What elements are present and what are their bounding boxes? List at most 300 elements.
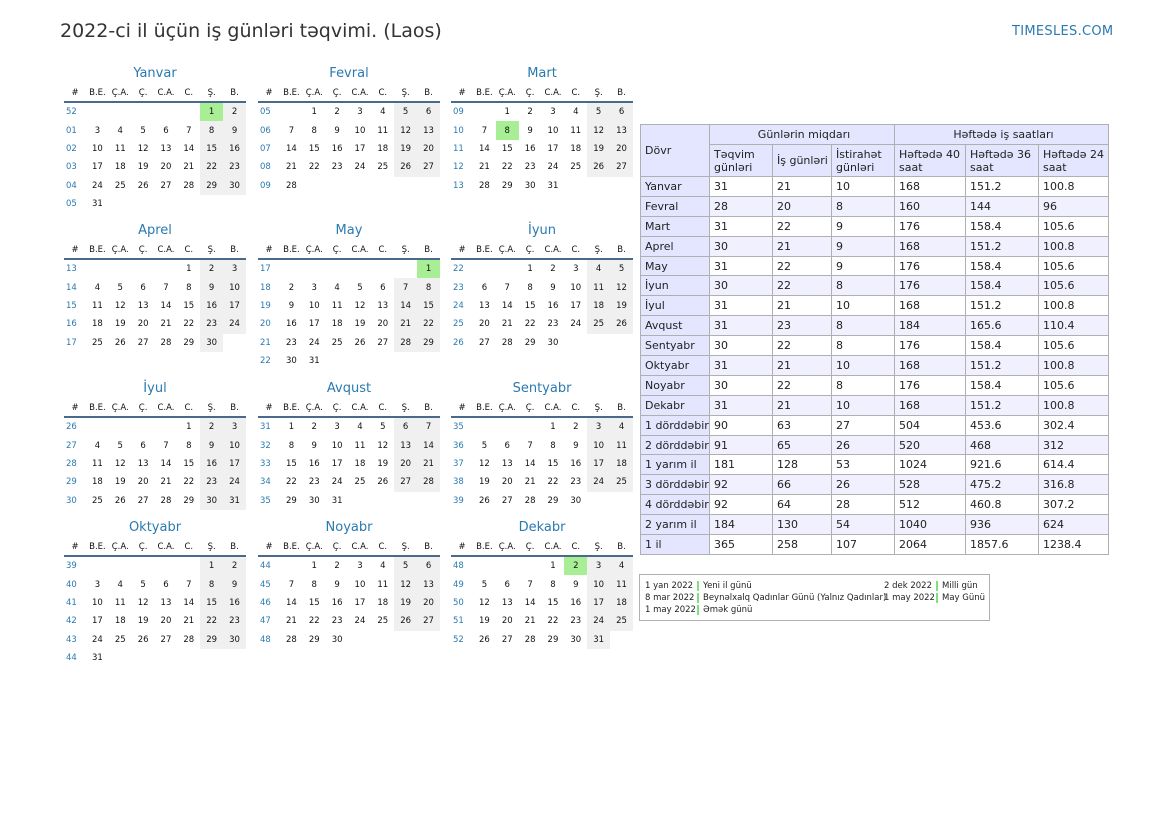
day-cell: 13: [377, 300, 389, 311]
day-cell: 13: [137, 300, 149, 311]
summary-value: 8: [832, 276, 895, 296]
week-row: [64, 612, 246, 630]
week-number-header: #: [258, 241, 280, 259]
weekday-header: B.E.: [86, 399, 109, 417]
day-cell: 15: [200, 140, 223, 158]
day-cell: 3: [357, 107, 363, 118]
holiday-marker: [697, 581, 699, 591]
holiday-name: Beynəlxalq Qadınlar Günü (Yalnız Qadınlar): [703, 593, 887, 603]
day-cell: 6: [163, 125, 169, 136]
week-number: 07: [260, 143, 271, 154]
day-cell: 9: [573, 440, 579, 451]
day-cell: 22: [547, 616, 559, 627]
day-cell: 28: [286, 634, 297, 645]
week-number: 48: [453, 561, 464, 572]
day-cell: 26: [587, 158, 610, 176]
summary-value: 26: [832, 475, 895, 495]
empty-cell: [223, 334, 246, 352]
day-cell: 17: [331, 458, 343, 469]
summary-value: 176: [895, 336, 966, 356]
empty-cell: [326, 352, 349, 370]
weekday-header: C.A.: [155, 399, 178, 417]
day-cell: 15: [308, 143, 320, 154]
col-40h: Həftədə 40 saat: [895, 145, 966, 177]
weekday-header: Ş.: [587, 84, 610, 102]
empty-cell: [394, 259, 417, 278]
day-cell: 31: [92, 653, 103, 664]
week-number: 26: [453, 337, 464, 348]
weekday-header: C.A.: [155, 84, 178, 102]
day-cell: 19: [137, 616, 149, 627]
weekday-header: C.: [371, 84, 394, 102]
day-cell: 31: [331, 495, 343, 506]
weekday-header: B.: [610, 241, 633, 259]
day-cell: 22: [547, 477, 559, 488]
month-calendar: [258, 64, 440, 195]
day-cell: 11: [570, 125, 582, 136]
weekday-header: C.: [177, 538, 200, 556]
week-number: 47: [260, 616, 271, 627]
weekday-header: C.: [177, 399, 200, 417]
weekday-header: B.: [610, 84, 633, 102]
summary-value: 22: [773, 276, 832, 296]
summary-value: 168: [895, 296, 966, 316]
empty-cell: [155, 102, 178, 121]
day-cell: 9: [573, 579, 579, 590]
day-cell: 24: [547, 162, 559, 173]
day-cell: 6: [140, 440, 146, 451]
summary-value: 365: [710, 535, 773, 555]
week-number: 10: [453, 125, 464, 136]
week-row: [451, 259, 633, 278]
week-row: [451, 417, 633, 436]
day-cell: 17: [354, 143, 366, 154]
day-cell: 1: [288, 422, 295, 433]
day-cell: 1: [311, 561, 317, 572]
week-row: [451, 556, 633, 575]
summary-value: 460.8: [966, 495, 1039, 515]
month-calendar: [258, 518, 440, 649]
day-cell: 15: [524, 300, 536, 311]
day-cell: 9: [527, 125, 533, 136]
month-calendar: [64, 379, 246, 510]
day-cell: 21: [183, 616, 195, 627]
day-cell: 24: [92, 180, 103, 191]
day-cell: 23: [331, 616, 343, 627]
day-cell: 11: [92, 458, 103, 469]
day-cell: 3: [550, 107, 556, 118]
day-cell: 27: [137, 495, 149, 506]
summary-value: 158.4: [966, 256, 1039, 276]
empty-cell: [109, 195, 132, 213]
empty-cell: [280, 102, 303, 121]
day-cell: 11: [610, 436, 633, 454]
empty-cell: [223, 195, 246, 213]
day-cell: 16: [200, 297, 223, 315]
day-cell: 24: [92, 634, 103, 645]
weekday-header: C.: [371, 399, 394, 417]
weekday-header: Ç.: [326, 241, 349, 259]
week-number: 19: [260, 300, 271, 311]
summary-row: [641, 316, 1109, 336]
summary-value: 105.6: [1039, 375, 1109, 395]
period-label: İyun: [641, 276, 710, 296]
weekday-header: B.E.: [86, 538, 109, 556]
month-grid: [64, 538, 246, 667]
month-name: Oktyabr: [128, 520, 182, 535]
week-row: [64, 334, 246, 352]
summary-value: 30: [710, 276, 773, 296]
day-cell: 3: [94, 125, 101, 136]
day-cell: 1: [311, 107, 317, 118]
summary-row: [641, 196, 1109, 216]
day-cell: 24: [570, 319, 582, 330]
summary-value: 184: [895, 316, 966, 336]
day-cell: 29: [308, 634, 320, 645]
day-cell: 25: [114, 634, 126, 645]
month-name: Fevral: [329, 66, 369, 81]
summary-value: 31: [710, 177, 773, 197]
empty-cell: [349, 177, 372, 195]
holiday-item: [884, 592, 985, 604]
empty-cell: [496, 556, 519, 575]
summary-value: 160: [895, 196, 966, 216]
weekday-header: B.: [610, 538, 633, 556]
day-cell: 4: [117, 579, 123, 590]
day-cell: 10: [223, 436, 246, 454]
week-row: [451, 492, 633, 510]
week-row: [64, 556, 246, 575]
empty-cell: [473, 417, 496, 436]
week-number: 08: [260, 162, 271, 173]
week-row: [451, 140, 633, 158]
weekday-header: B.E.: [473, 241, 496, 259]
week-number: 22: [453, 264, 464, 275]
day-cell: 5: [357, 282, 363, 293]
day-cell: 14: [417, 436, 440, 454]
empty-cell: [496, 259, 519, 278]
week-number: 31: [260, 422, 271, 433]
empty-cell: [155, 649, 178, 667]
summary-value: 151.2: [966, 236, 1039, 256]
week-row: [64, 455, 246, 473]
month-calendar: [64, 221, 246, 352]
day-cell: 12: [394, 121, 417, 139]
period-label: Sentyabr: [641, 336, 710, 356]
day-cell: 24: [587, 612, 610, 630]
empty-cell: [371, 352, 394, 370]
day-cell: 3: [357, 561, 363, 572]
day-cell: 2: [288, 282, 295, 293]
week-number: 39: [66, 561, 77, 572]
day-cell: 7: [163, 282, 169, 293]
summary-value: 302.4: [1039, 415, 1109, 435]
month-name: Aprel: [138, 223, 172, 238]
empty-cell: [417, 177, 440, 195]
week-row: [451, 334, 633, 352]
empty-cell: [519, 556, 542, 575]
site-link[interactable]: TIMESLES.COM: [1012, 24, 1114, 39]
period-label: 1 dörddəbir: [641, 415, 710, 435]
day-cell: 26: [479, 495, 490, 506]
day-cell: 28: [286, 180, 297, 191]
summary-row: [641, 296, 1109, 316]
day-cell: 20: [137, 319, 149, 330]
weekday-header: B.E.: [473, 84, 496, 102]
period-label: Oktyabr: [641, 356, 710, 376]
day-cell: 15: [183, 458, 195, 469]
day-cell: 9: [200, 436, 223, 454]
summary-value: 528: [895, 475, 966, 495]
weekday-header: C.: [371, 538, 394, 556]
day-cell: 30: [223, 177, 246, 195]
day-cell: 16: [223, 140, 246, 158]
month-name: Noyabr: [325, 520, 373, 535]
weekday-header: Ç.A.: [109, 399, 132, 417]
day-cell: 1: [417, 259, 440, 278]
summary-value: 10: [832, 395, 895, 415]
month-name: İyun: [527, 223, 556, 238]
summary-value: 168: [895, 177, 966, 197]
empty-cell: [155, 195, 178, 213]
summary-value: 9: [832, 256, 895, 276]
empty-cell: [326, 259, 349, 278]
weekday-header: B.E.: [473, 399, 496, 417]
day-cell: 18: [377, 597, 389, 608]
day-cell: 22: [417, 315, 440, 333]
empty-cell: [417, 352, 440, 370]
day-cell: 10: [570, 282, 582, 293]
summary-row: [641, 435, 1109, 455]
day-cell: 13: [610, 121, 633, 139]
day-cell: 11: [610, 575, 633, 593]
week-row: [258, 352, 440, 370]
week-number: 34: [260, 477, 271, 488]
day-cell: 22: [308, 616, 320, 627]
summary-value: 100.8: [1039, 395, 1109, 415]
day-cell: 16: [570, 458, 582, 469]
week-row: [451, 436, 633, 454]
day-cell: 28: [479, 180, 490, 191]
day-cell: 23: [308, 477, 320, 488]
week-number-header: #: [64, 84, 86, 102]
period-label: 2 yarım il: [641, 515, 710, 535]
week-number-header: #: [64, 241, 86, 259]
day-cell: 27: [501, 634, 513, 645]
day-cell: 9: [223, 121, 246, 139]
day-cell: 29: [501, 180, 513, 191]
day-cell: 27: [160, 634, 172, 645]
day-cell: 24: [331, 477, 343, 488]
day-cell: 10: [92, 143, 103, 154]
summary-value: 475.2: [966, 475, 1039, 495]
day-cell: 25: [610, 473, 633, 491]
empty-cell: [177, 195, 200, 213]
day-cell: 12: [479, 458, 490, 469]
month-grid: [451, 84, 633, 195]
weekday-header: C.A.: [155, 538, 178, 556]
week-row: [64, 259, 246, 278]
week-row: [258, 631, 440, 649]
weekday-header: B.E.: [280, 399, 303, 417]
day-cell: 23: [200, 473, 223, 491]
week-number-header: #: [258, 84, 280, 102]
period-label: Avqust: [641, 316, 710, 336]
day-cell: 11: [377, 125, 389, 136]
week-row: [451, 631, 633, 649]
empty-cell: [371, 492, 394, 510]
weekday-header: Ç.A.: [109, 538, 132, 556]
weekday-header: Ç.A.: [303, 399, 326, 417]
summary-value: 151.2: [966, 356, 1039, 376]
summary-value: 105.6: [1039, 216, 1109, 236]
day-cell: 17: [570, 300, 582, 311]
weekday-header: C.A.: [349, 84, 372, 102]
week-row: [64, 473, 246, 491]
day-cell: 17: [308, 319, 320, 330]
empty-cell: [132, 649, 155, 667]
week-number: 05: [66, 199, 77, 210]
summary-value: 22: [773, 375, 832, 395]
day-cell: 13: [479, 300, 490, 311]
day-cell: 22: [183, 477, 195, 488]
month-name: Dekabr: [518, 520, 566, 535]
summary-value: 100.8: [1039, 296, 1109, 316]
day-cell: 9: [550, 282, 556, 293]
summary-value: 144: [966, 196, 1039, 216]
day-cell: 11: [587, 278, 610, 296]
week-number: 43: [66, 634, 77, 645]
day-cell: 29: [183, 337, 195, 348]
day-cell: 8: [417, 278, 440, 296]
period-label: Mart: [641, 216, 710, 236]
period-label: Fevral: [641, 196, 710, 216]
day-cell: 18: [331, 319, 343, 330]
week-number: 52: [66, 107, 77, 118]
day-cell: 24: [354, 616, 366, 627]
month-calendar: [451, 518, 633, 649]
summary-value: 1238.4: [1039, 535, 1109, 555]
empty-cell: [473, 102, 496, 121]
weekday-header: B.E.: [280, 84, 303, 102]
week-row: [451, 297, 633, 315]
month-calendar: [64, 64, 246, 213]
day-cell: 7: [417, 417, 440, 436]
day-cell: 23: [570, 477, 582, 488]
period-label: Yanvar: [641, 177, 710, 197]
week-number: 01: [66, 125, 77, 136]
day-cell: 18: [92, 319, 103, 330]
day-cell: 1: [550, 561, 556, 572]
day-cell: 30: [570, 495, 582, 506]
week-row: [258, 158, 440, 176]
empty-cell: [587, 334, 610, 352]
day-cell: 8: [288, 440, 295, 451]
weekday-header: C.A.: [349, 399, 372, 417]
day-cell: 3: [587, 417, 610, 436]
day-cell: 30: [286, 356, 297, 367]
week-row: [451, 575, 633, 593]
weekday-header: B.: [417, 84, 440, 102]
day-cell: 28: [501, 337, 513, 348]
day-cell: 30: [331, 634, 343, 645]
empty-cell: [132, 259, 155, 278]
week-number: 40: [66, 579, 77, 590]
day-cell: 20: [394, 455, 417, 473]
day-cell: 20: [137, 477, 149, 488]
day-cell: 1: [527, 264, 533, 275]
day-cell: 29: [200, 631, 223, 649]
empty-cell: [473, 259, 496, 278]
summary-value: 64: [773, 495, 832, 515]
day-cell: 2: [223, 556, 246, 575]
weekday-header: C.: [564, 84, 587, 102]
week-number: 27: [66, 440, 77, 451]
holiday-name: Yeni il günü: [703, 581, 752, 591]
summary-value: 105.6: [1039, 336, 1109, 356]
week-number: 45: [260, 579, 271, 590]
weekday-header: Ç.A.: [496, 399, 519, 417]
day-cell: 20: [501, 616, 513, 627]
day-cell: 27: [501, 495, 513, 506]
day-cell: 9: [200, 278, 223, 296]
summary-value: 512: [895, 495, 966, 515]
empty-cell: [394, 177, 417, 195]
day-cell: 26: [137, 634, 149, 645]
summary-value: 176: [895, 216, 966, 236]
day-cell: 14: [524, 458, 536, 469]
day-cell: 29: [183, 495, 195, 506]
summary-value: 100.8: [1039, 177, 1109, 197]
week-number: 20: [260, 319, 271, 330]
weekday-header: B.: [417, 241, 440, 259]
week-number: 03: [66, 162, 77, 173]
day-cell: 21: [394, 315, 417, 333]
weekday-header: Ç.: [326, 84, 349, 102]
day-cell: 30: [547, 337, 559, 348]
day-cell: 2: [223, 102, 246, 121]
summary-value: 22: [773, 256, 832, 276]
day-cell: 29: [547, 495, 559, 506]
weekday-header: B.: [223, 538, 246, 556]
week-row: [451, 315, 633, 333]
day-cell: 25: [610, 612, 633, 630]
weekday-header: C.A.: [542, 241, 565, 259]
summary-value: 66: [773, 475, 832, 495]
day-cell: 7: [504, 282, 510, 293]
day-cell: 16: [331, 597, 343, 608]
summary-value: 614.4: [1039, 455, 1109, 475]
summary-row: [641, 356, 1109, 376]
day-cell: 13: [501, 458, 513, 469]
day-cell: 23: [200, 315, 223, 333]
summary-value: 30: [710, 336, 773, 356]
day-cell: 2: [200, 259, 223, 278]
day-cell: 4: [610, 417, 633, 436]
day-cell: 25: [92, 337, 103, 348]
page-title: 2022-ci il üçün iş günləri təqvimi. (Laos): [60, 20, 442, 42]
period-label: 1 il: [641, 535, 710, 555]
summary-value: 8: [832, 375, 895, 395]
day-cell: 21: [479, 162, 490, 173]
empty-cell: [86, 556, 109, 575]
day-cell: 6: [394, 417, 417, 436]
weekday-header: Ş.: [587, 241, 610, 259]
summary-value: 151.2: [966, 296, 1039, 316]
day-cell: 18: [92, 477, 103, 488]
day-cell: 4: [117, 125, 123, 136]
day-cell: 27: [479, 337, 490, 348]
